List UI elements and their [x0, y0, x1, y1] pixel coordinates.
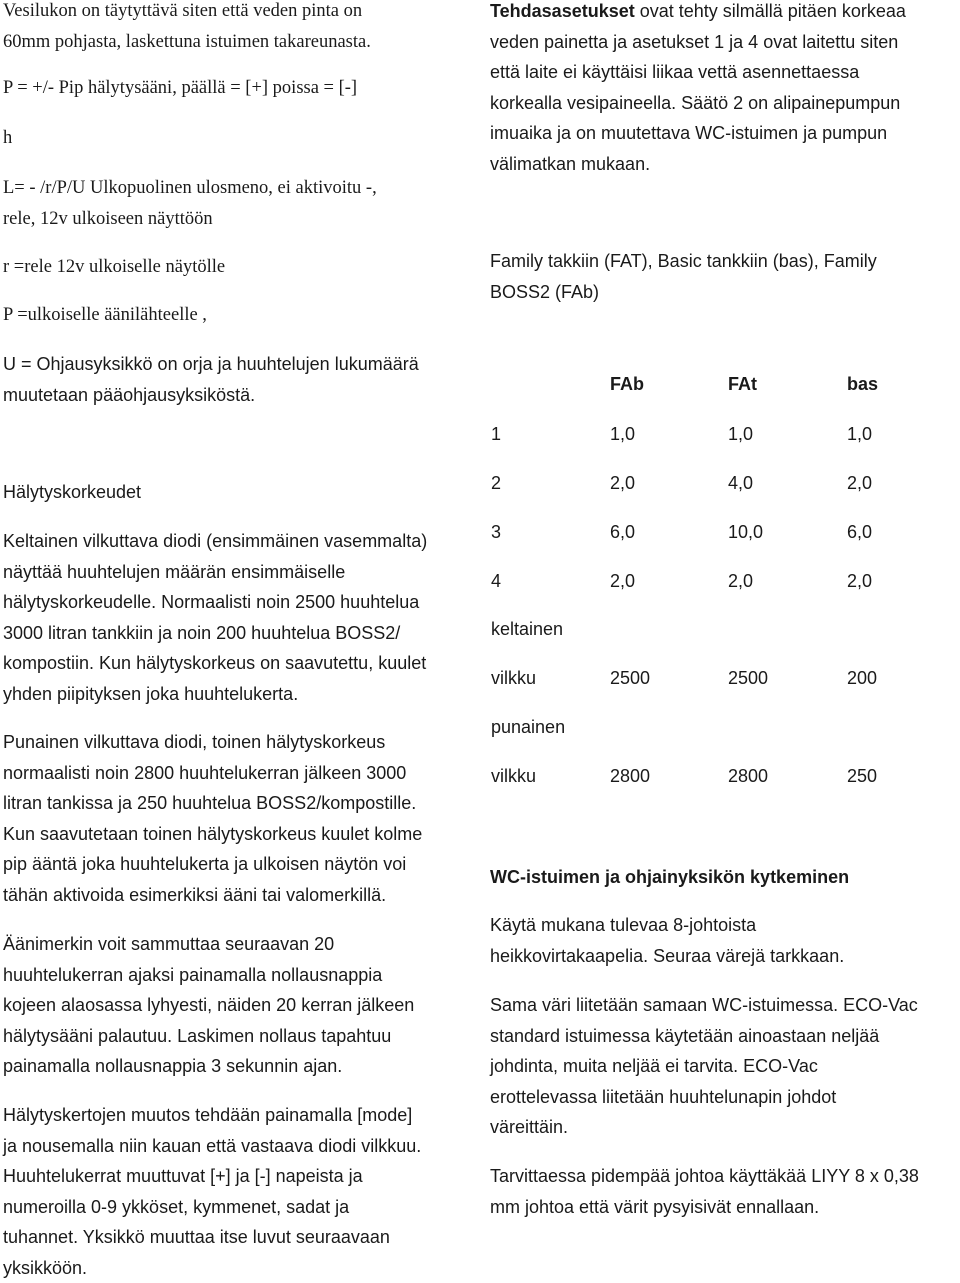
u-line-1: U = Ohjausyksikkö on orja ja huuhtelujen lukumäärä	[3, 349, 419, 380]
table-cell: 2800	[610, 766, 650, 787]
table-row	[490, 571, 958, 601]
mute-paragraph	[3, 929, 414, 1082]
table-header-row	[490, 374, 958, 404]
table-cell: 6,0	[847, 522, 872, 543]
table-cell: 2500	[610, 668, 650, 689]
change-line-3: Huuhtelukerrat muuttuvat [+] ja [-] napeista ja	[3, 1161, 421, 1192]
table-row	[490, 668, 958, 698]
intro-line-2: 60mm pohjasta, laskettuna istuimen takareunasta.	[3, 27, 371, 58]
yellow-line-4: 3000 litran tankkiin ja noin 200 huuhtelua BOSS2/	[3, 618, 427, 649]
mute-line-2: huuhtelukerran ajaksi painamalla nollausnappia	[3, 960, 414, 991]
yellow-line-1: Keltainen vilkuttava diodi (ensimmäinen vasemmalta)	[3, 526, 427, 557]
family-line-2: BOSS2 (FAb)	[490, 277, 877, 308]
table-cell: 1,0	[728, 424, 753, 445]
p2-line: P =ulkoiselle äänilähteelle ,	[3, 300, 207, 331]
mute-line-4: hälytysääni palautuu. Laskimen nollaus tapahtuu	[3, 1021, 414, 1052]
change-paragraph	[3, 1100, 421, 1283]
table-header-bas: bas	[847, 374, 878, 395]
wiring3-line-1: Tarvittaessa pidempää johtoa käyttäkää LIYY 8 x 0,38	[490, 1161, 919, 1192]
wiring-paragraph-1	[490, 910, 844, 971]
factory-line-1-rest: ovat tehty silmällä pitäen korkeaa	[635, 1, 906, 21]
table-cell: 2,0	[847, 571, 872, 592]
r-line: r =rele 12v ulkoiselle näytölle	[3, 252, 225, 283]
factory-line-3: että laite ei käyttäisi liikaa vettä asennettaessa	[490, 57, 906, 88]
wiring-heading: WC-istuimen ja ohjainyksikön kytkeminen	[490, 862, 849, 893]
u-paragraph	[3, 349, 419, 410]
table-cell: 10,0	[728, 522, 763, 543]
table-row	[490, 717, 958, 747]
wiring-paragraph-3	[490, 1161, 919, 1222]
table-header-fab: FAb	[610, 374, 644, 395]
wiring2-line-2: standard istuimessa käytetään ainoastaan neljää	[490, 1021, 918, 1052]
table-row	[490, 424, 958, 454]
table-cell: 2,0	[847, 473, 872, 494]
factory-line-4: korkealla vesipaineella. Säätö 2 on alipainepumpun	[490, 88, 906, 119]
intro-paragraph	[3, 0, 371, 57]
family-paragraph	[490, 246, 877, 307]
table-cell: 2,0	[610, 571, 635, 592]
table-cell: 200	[847, 668, 877, 689]
table-row	[490, 766, 958, 796]
wiring2-line-5: väreittäin.	[490, 1112, 918, 1143]
change-line-6: yksikköön.	[3, 1253, 421, 1283]
wiring2-line-3: johdinta, muita neljää ei tarvita. ECO-Vac	[490, 1051, 918, 1082]
mute-line-5: painamalla nollausnappia 3 sekunnin ajan.	[3, 1051, 414, 1082]
table-row	[490, 522, 958, 552]
l-line-2: rele, 12v ulkoiseen näyttöön	[3, 204, 377, 235]
table-cell: 1	[491, 424, 501, 445]
red-line-6: tähän aktivoida esimerkiksi ääni tai valomerkillä.	[3, 880, 422, 911]
factory-paragraph	[490, 0, 906, 179]
intro-line-1: Vesilukon on täytyttävä siten että veden pinta on	[3, 0, 371, 27]
table-cell: 2,0	[610, 473, 635, 494]
table-header-fat: FAt	[728, 374, 757, 395]
table-cell: 2	[491, 473, 501, 494]
alarm-heading: Hälytyskorkeudet	[3, 477, 141, 508]
wiring3-line-2: mm johtoa että värit pysyisivät ennallaan.	[490, 1192, 919, 1223]
factory-line-5: imuaika ja on muutettava WC-istuimen ja pumpun	[490, 118, 906, 149]
table-cell: keltainen	[491, 619, 563, 640]
u-line-2: muutetaan pääohjausyksiköstä.	[3, 380, 419, 411]
wiring2-line-1: Sama väri liitetään samaan WC-istuimessa. ECO-Vac	[490, 990, 918, 1021]
yellow-line-3: hälytyskorkeudelle. Normaalisti noin 2500 huuhtelua	[3, 587, 427, 618]
table-cell: 1,0	[610, 424, 635, 445]
table-cell: punainen	[491, 717, 565, 738]
table-cell: 4	[491, 571, 501, 592]
red-line-3: litran tankissa ja 250 huuhtelua BOSS2/kompostille.	[3, 788, 422, 819]
table-cell: 1,0	[847, 424, 872, 445]
wiring1-line-2: heikkovirtakaapelia. Seuraa värejä tarkkaan.	[490, 941, 844, 972]
table-cell: 6,0	[610, 522, 635, 543]
table-row	[490, 619, 958, 649]
l-paragraph	[3, 173, 377, 234]
change-line-2: ja nousemalla niin kauan että vastaava diodi vilkkuu.	[3, 1131, 421, 1162]
wiring2-line-4: erottelevassa liitetään huuhtelunapin johdot	[490, 1082, 918, 1113]
wiring-paragraph-2	[490, 990, 918, 1143]
table-cell: vilkku	[491, 668, 536, 689]
table-cell: 2800	[728, 766, 768, 787]
factory-line-2: veden painetta ja asetukset 1 ja 4 ovat laitettu siten	[490, 27, 906, 58]
mute-line-3: kojeen alaosassa lyhyesti, näiden 20 kerran jälkeen	[3, 990, 414, 1021]
yellow-line-2: näyttää huuhtelujen määrän ensimmäiselle	[3, 557, 427, 588]
change-line-1: Hälytyskertojen muutos tehdään painamalla [mode]	[3, 1100, 421, 1131]
table-cell: 2500	[728, 668, 768, 689]
table-cell: 3	[491, 522, 501, 543]
red-line-5: pip ääntä joka huuhtelukerta ja ulkoisen näytön voi	[3, 849, 422, 880]
yellow-line-6: yhden piipityksen joka huuhtelukerta.	[3, 679, 427, 710]
yellow-line-5: kompostiin. Kun hälytyskorkeus on saavutettu, kuulet	[3, 648, 427, 679]
l-line-1: L= - /r/P/U Ulkopuolinen ulosmeno, ei aktivoitu -,	[3, 173, 377, 204]
factory-bold: Tehdasasetukset	[490, 1, 635, 21]
factory-line-6: välimatkan mukaan.	[490, 149, 906, 180]
change-line-4: numeroilla 0-9 ykköset, kymmenet, sadat ja	[3, 1192, 421, 1223]
p-line: P = +/- Pip hälytysääni, päällä = [+] poissa = [-]	[3, 73, 357, 104]
red-line-1: Punainen vilkuttava diodi, toinen hälytyskorkeus	[3, 727, 422, 758]
red-line-4: Kun saavutetaan toinen hälytyskorkeus kuulet kolme	[3, 819, 422, 850]
wiring1-line-1: Käytä mukana tulevaa 8-johtoista	[490, 910, 844, 941]
red-line-2: normaalisti noin 2800 huuhtelukerran jälkeen 3000	[3, 758, 422, 789]
table-cell: vilkku	[491, 766, 536, 787]
yellow-paragraph	[3, 526, 427, 709]
table-cell: 250	[847, 766, 877, 787]
h-line: h	[3, 123, 12, 154]
change-line-5: tuhannet. Yksikkö muuttaa itse luvut seuraavaan	[3, 1222, 421, 1253]
mute-line-1: Äänimerkin voit sammuttaa seuraavan 20	[3, 929, 414, 960]
table-cell: 4,0	[728, 473, 753, 494]
red-paragraph	[3, 727, 422, 910]
family-line-1: Family takkiin (FAT), Basic tankkiin (bas), Family	[490, 246, 877, 277]
factory-line-1	[490, 0, 906, 27]
table-row	[490, 473, 958, 503]
table-cell: 2,0	[728, 571, 753, 592]
